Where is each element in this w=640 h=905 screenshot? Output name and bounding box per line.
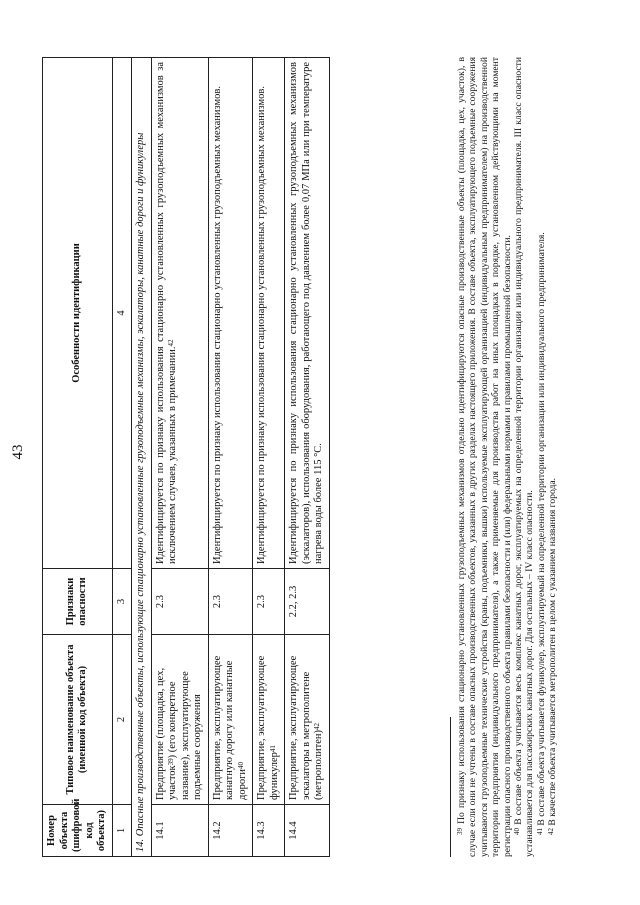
object-name: Предприятие, эксплуатирующее эскалаторы в метрополитене (метрополитен)$^{42}$	[285, 635, 330, 805]
footnote-ref: 42	[167, 339, 175, 347]
footnote: $^{40}$ В составе объекта учитывается весь комплекс канатных дорог, эксплуатируемых на определенной территории организации или индивидуального предпринимателя. III класс опасности устанавливается для пассажирских канатных дорог. Для остальных – IV класс опасности.	[513, 57, 536, 857]
footnote-ref: 39	[167, 758, 175, 766]
identification-features: Идентифицируется по признаку использования стационарно установленных грузоподъемных механизмов.	[253, 58, 285, 569]
column-index-row	[112, 58, 132, 857]
footnote-ref: 42	[313, 723, 321, 731]
footnote-ref: 40	[236, 761, 245, 769]
footnotes	[456, 57, 559, 857]
object-number: 14.4	[285, 805, 330, 857]
hazard-signs: 2.3	[151, 569, 208, 635]
footnote-divider	[450, 717, 451, 857]
object-name: Предприятие, эксплуатирующее фуникулер$^{41}$	[253, 635, 285, 805]
header-identification-features: Особенности идентификации	[43, 58, 113, 569]
table-header-row	[43, 58, 113, 857]
hazard-signs: 2.3	[208, 569, 253, 635]
section-row	[132, 58, 152, 857]
table-row	[208, 58, 253, 857]
footnote: $^{42}$ В качестве объекта учитывается метрополитен в целом с указанием названия города.	[547, 477, 559, 835]
section-title: 14. Опасные производственные объекты, использующие стационарно установленные грузоподъемные механизмы, эскалаторы, канатные дороги и фуникулеры	[132, 58, 152, 857]
table-row	[151, 58, 208, 857]
object-number: 14.3	[253, 805, 285, 857]
column-index: 4	[112, 58, 132, 569]
hazard-signs: 2.3	[253, 569, 285, 635]
footnote: $^{39}$ По признаку использования стационарно установленных грузоподъемных механизмов отдельно идентифицируются опасные производственные объекты (площадка, цех, участок), в случае если они не учтены в составе опасных производственных объектов, указанных в других разделах настоящего приложения. В составе объекта, эксплуатирующего подъемные сооружения учитываются грузоподъемные технические устройства (краны, подъемники, вышки) используемые эксплуатирующей организацией (индивидуальным предпринимателем) на производственной территории предприятия (индивидуального предпринимателя), а также применяемые для производства работ на иных площадках в порядке, установленном действующими на момент регистрации опасного производственного объекта правилами безопасности и (или) федеральными нормами и правилами промышленной безопасности.	[456, 57, 513, 857]
header-object-name: Типовое наименование объекта (именной код объекта)	[43, 635, 113, 805]
column-index: 1	[112, 805, 132, 857]
column-index: 2	[112, 635, 132, 805]
object-name: Предприятие, эксплуатирующее канатную дорогу или канатные дороги$^{40}$	[208, 635, 253, 805]
object-number: 14.1	[151, 805, 208, 857]
hazard-signs: 2.2, 2.3	[285, 569, 330, 635]
identification-features: Идентифицируется по признаку использования стационарно установленных грузоподъемных механизмов.	[208, 58, 253, 569]
footnote-ref: 41	[268, 745, 277, 753]
identification-table	[42, 57, 330, 857]
column-index: 3	[112, 569, 132, 635]
identification-features: Идентифицируется по признаку использования стационарно установленных грузоподъемных механизмов (эскалаторов), использования оборудования, работающего под давлением более 0,07 МПа или при температуре нагрева воды более 115 °С.	[285, 58, 330, 569]
object-number: 14.2	[208, 805, 253, 857]
object-name: Предприятие (площадка, цех, участок$^{39}$) (его конкретное название), эксплуатирующее подъемные сооружения	[151, 635, 208, 805]
header-object-number: Номер объекта (шифровой код объекта)	[43, 805, 113, 857]
footnote: $^{41}$ В составе объекта учитывается фуникулер, эксплуатируемый на определенной территории организации или индивидуального предпринимателя.	[535, 232, 547, 835]
table-row	[285, 58, 330, 857]
identification-features: Идентифицируется по признаку использования стационарно установленных грузоподъемных механизмов за исключением случаев, указанных в примечании.$^{42}$	[151, 58, 208, 569]
table-row	[253, 58, 285, 857]
page-number: 43	[10, 444, 26, 460]
header-hazard-signs: Признаки опасности	[43, 569, 113, 635]
